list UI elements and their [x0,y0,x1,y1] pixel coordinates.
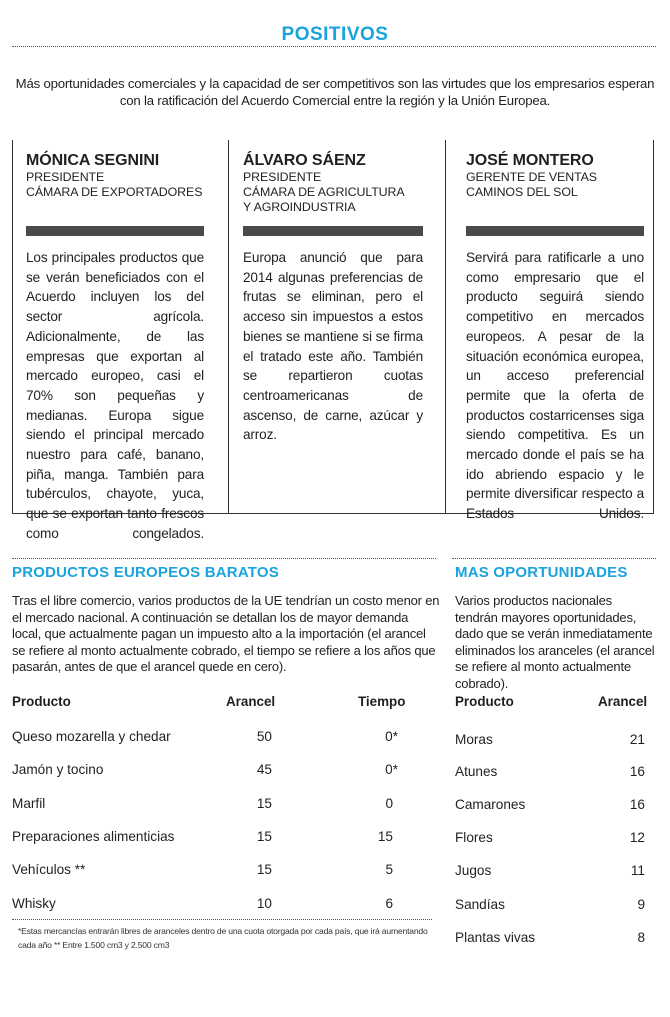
european-header-time: Tiempo [358,694,406,709]
product-cell: Plantas vivas [455,930,536,945]
time-cell: 0 [385,796,393,811]
european-header-tariff: Arancel [226,694,276,709]
opportunities-description: Varios productos nacionales tendrán mayores oportunidades, dado que se verán inmediatamente eliminados los aranceles (el arancel se refiere al monto actualmente cobrado). [455,593,655,691]
table-row [455,896,645,914]
opinion-role-line: CÁMARA DE AGRICULTURA [243,185,405,199]
table-row [455,862,645,880]
opinion-role-line: PRESIDENTE [26,170,105,184]
product-cell: Jamón y tocino [12,762,104,777]
european-section-title: PRODUCTOS EUROPEOS BARATOS [12,564,279,581]
opinion-header-2 [243,152,433,215]
opportunities-section-title: MAS OPORTUNIDADES [455,564,628,581]
opinion-header-1 [26,152,216,200]
opinion-bar [466,226,644,236]
tariff-cell: 45 [256,762,272,777]
product-cell: Whisky [12,896,56,911]
tariff-cell: 11 [630,863,645,878]
table-row [455,796,645,814]
tariff-cell: 10 [256,896,272,911]
product-cell: Moras [455,732,493,747]
tariff-cell: 50 [256,729,272,744]
section-dotted-rule [12,558,436,559]
product-cell: Flores [455,830,493,845]
tariff-cell: 15 [256,862,272,877]
opinion-role-line: Y AGROINDUSTRIA [243,200,356,214]
time-cell: 0* [385,729,398,744]
opinion-name: MÓNICA SEGNINI [26,152,160,169]
opinion-quote: Los principales productos que se verán beneficiados con el Acuerdo incluyen los del sector agrícola. Adicionalmente, de las empresas que exportan al mercado europeo, casi el 70% son pequeñas y medianas. Europa sigue siendo el principal mercado nuestro para café, banano, piña, manga. También para tubérculos, chayote, yuca, que se exportan tanto frescos como congelados. [26,250,204,541]
tariff-cell: 21 [629,732,645,747]
tariff-cell: 15 [256,796,272,811]
tariff-cell: 16 [629,764,645,779]
header [0,24,670,46]
opinion-name: JOSÉ MONTERO [466,152,594,169]
tariff-cell: 15 [256,829,272,844]
page-title: POSITIVOS [274,24,397,46]
table-row [12,795,432,813]
table-row [455,763,645,781]
opinion-bar [26,226,204,236]
product-cell: Preparaciones alimenticias [12,829,175,844]
opinion-quote: Europa anunció que para 2014 algunas preferencias de frutas se eliminan, pero el acceso sin impuestos a estos bienes se mantiene si se firma el tratado este año. También se repartieron cuotas centroamericanas de ascenso, de carne, azúcar y arroz. [243,250,423,443]
table-row [455,731,645,749]
footnote: *Estas mercancías entrarán libres de aranceles dentro de una cuota otorgada por cada país, que irá aumentando cada año ** Entre 1.500 cm3 y 2.500 cm3 [18,926,428,950]
tariff-cell: 9 [637,897,645,912]
table-row [12,828,432,846]
opinion-header-3 [466,152,651,200]
product-cell: Atunes [455,764,498,779]
product-cell: Queso mozarella y chedar [12,729,171,744]
opinion-role-line: PRESIDENTE [243,170,322,184]
column-divider [445,140,446,514]
opinion-role-line: CAMINOS DEL SOL [466,185,578,199]
opportunities-header-tariff: Arancel [598,694,648,709]
intro-text: Más oportunidades comerciales y la capacidad de ser competitivos son las virtudes que los empresarios esperan con la ratificación del Acuerdo Comercial entre la región y la Unión Europea. [15,76,655,108]
time-cell: 15 [377,829,393,844]
opinion-quote: Servirá para ratificarle a uno como empresario que el producto seguirá siendo competitivo en mercados europeos. A pesar de la situación económica europea, un acceso preferencial permite que la oferta de productos costarricenses siga siendo competitiva. Es un mercado donde el país se ha ido abriendo espacio y le permite diversificar respecto a Estados Unidos. [466,250,644,522]
table-row [455,829,645,847]
table-row [12,761,432,779]
product-cell: Vehículos ** [12,862,86,877]
product-cell: Sandías [455,897,505,912]
footnote-dotted-rule [12,919,432,920]
product-cell: Marfil [12,796,46,811]
table-row [455,929,645,947]
time-cell: 0* [385,762,398,777]
time-cell: 6 [385,896,393,911]
european-description: Tras el libre comercio, varios productos de la UE tendrían un costo menor en el mercado nacional. A continuación se detallan los de mayor demanda local, que actualmente pagan un impuesto alto a la importación (el arancel se refiere al monto actualmente cobrado, el tiempo se refiere a los años que pasarán, antes de que el arancel quede en cero). [12,593,440,675]
table-row [12,861,432,879]
european-header-product: Producto [12,694,71,709]
product-cell: Camarones [455,797,526,812]
opinion-role-line: GERENTE DE VENTAS [466,170,597,184]
opinion-bar [243,226,423,236]
opinion-role-line: CÁMARA DE EXPORTADORES [26,185,203,199]
column-divider [228,140,229,514]
table-row [12,895,432,913]
time-cell: 5 [385,862,393,877]
opportunities-header-product: Producto [455,694,514,709]
header-dotted-rule [12,46,656,47]
section-dotted-rule [452,558,656,559]
tariff-cell: 8 [637,930,645,945]
opinion-name: ÁLVARO SÁENZ [243,152,366,169]
product-cell: Jugos [455,863,492,878]
tariff-cell: 12 [629,830,645,845]
table-row [12,728,432,746]
tariff-cell: 16 [629,797,645,812]
